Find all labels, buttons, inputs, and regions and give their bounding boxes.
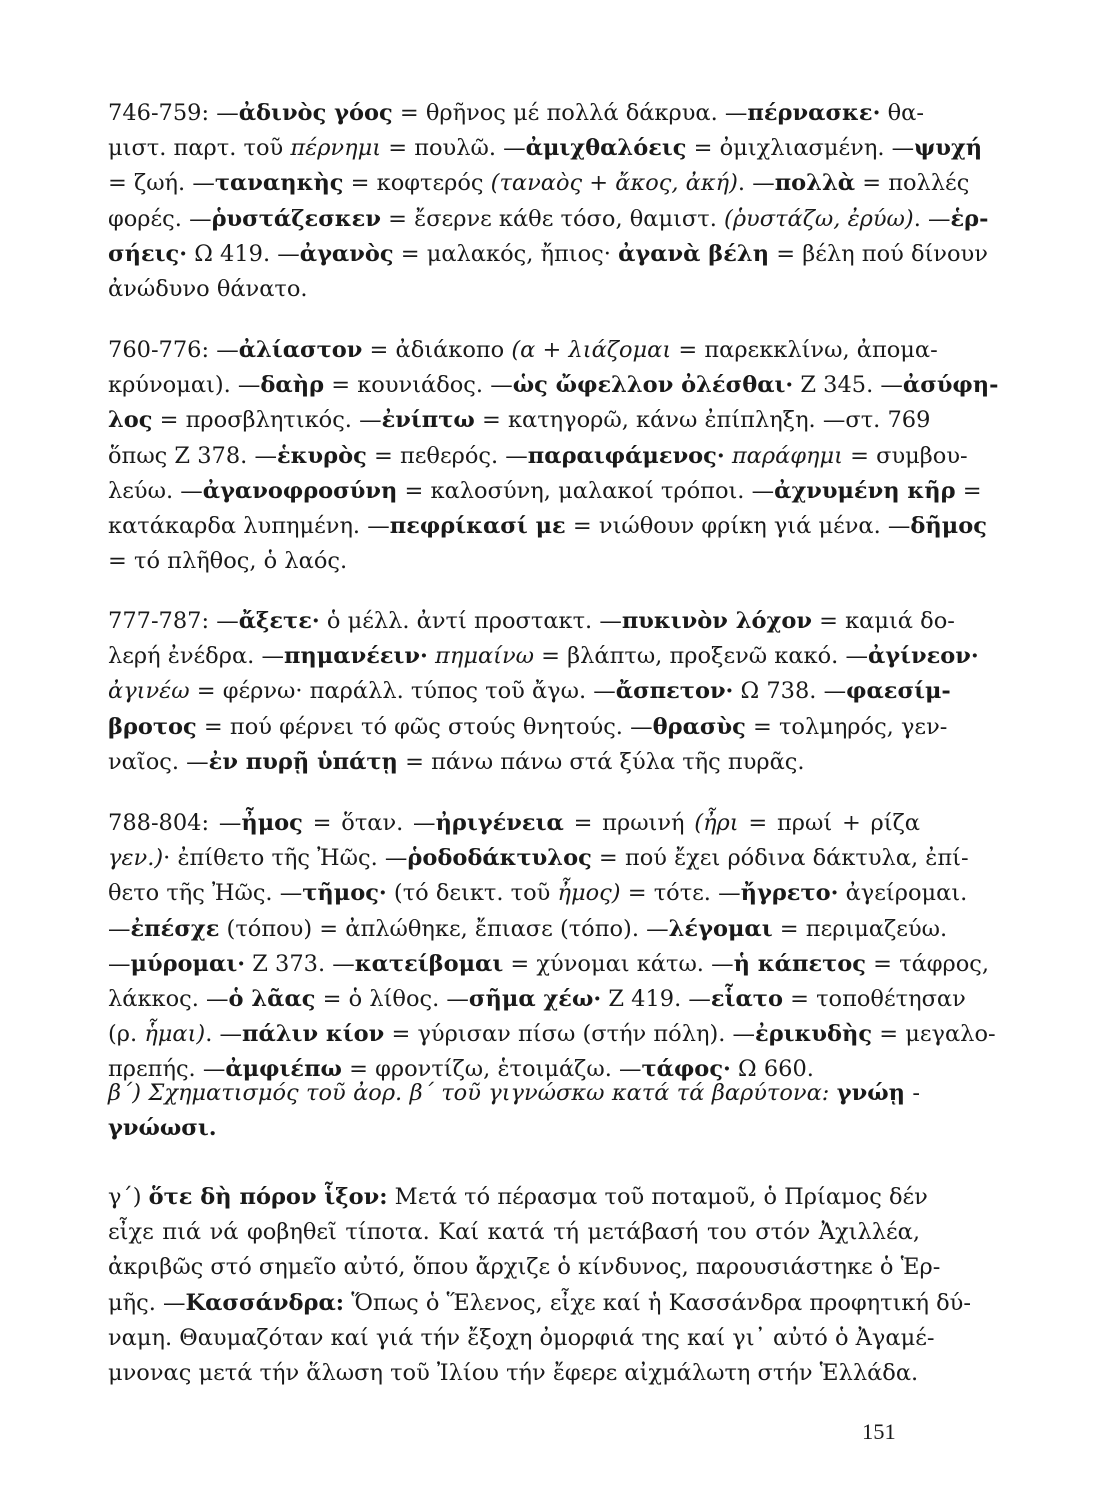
commentary-paragraph-746-759: 746-759: —ἀδινὸς γόος = θρῆνος μέ πολλά δάκρυα. —πέρνασκε· θα- μιστ. παρτ. τοῦ πέρνημι = πουλῶ. —ἀμιχθαλόεις = ὀμιχλιασμένη. —ψυχή = ζωή. —ταναηκὴς = κοφτερός (ταναὸς + ἄκος, ἀκή). —πολλὰ = πολλές φορές. —ῥυστάζεσκεν = ἔσερνε κάθε τόσο, θαμιστ. (ῥυστάζω, ἐρύω). —ἑρ- σήεις· Ω 419. —ἀγανὸς = μαλακός, ἤπιος· ἀγανὰ βέλη = βέλη πού δίνουν ἀνώδυνο θάνατο. bbox=[108, 100, 989, 303]
commentary-paragraph-760-776: 760-776: —ἀλίαστον = ἀδιάκοπο (α + λιάζομαι = παρεκκλίνω, ἀπομα- κρύνομαι). —δαὴρ = κουνιάδος. —ὡς ὤφελλον ὀλέσθαι· Ζ 345. —ἀσύφη- λος = προσβλητικός. —ἐνίπτω = κατηγορῶ, κάνω ἐπίπληξη. —στ. 769 ὅπως Ζ 378. —ἑκυρὸς = πεθερός. —παραιφάμενος· παράφημι = συμβου- λεύω. —ἀγανοφροσύνη = καλοσύνη, μαλακοί τρόποι. —ἀχνυμένη κῆρ = κατάκαρδα λυπημένη. —πεφρίκασί με = νιώθουν φρίκη γιά μένα. —δῆμος = τό πλῆθος, ὁ λαός. bbox=[108, 337, 999, 575]
commentary-paragraph-788-804: 788-804: —ἦμος = ὅταν. —ἠριγένεια = πρωινή (ἦρι = πρωί + ρίζα γεν.)· ἐπίθετο τῆς Ἠῶς. —ῥοδοδάκτυλος = πού ἔχει ρόδινα δάκτυλα, ἐπί- θετο τῆς Ἠῶς. —τῆμος· (τό δεικτ. τοῦ ἦμος) = τότε. —ἤγρετο· ἀγείρομαι. —ἐπέσχε (τόπου) = ἀπλώθηκε, ἔπιασε (τόπο). —λέγομαι = περιμαζεύω. —μύρομαι· Ζ 373. —κατείβομαι = χύνομαι κάτω. —ἡ κάπετος = τάφρος, λάκκος. —ὁ λᾶας = ὁ λίθος. —σῆμα χέω· Ζ 419. —εἷατο = τοποθέτησαν (ρ. ἧμαι). —πάλιν κίον = γύρισαν πίσω (στήν πόλη). —ἐρικυδὴς = μεγαλο- πρεπής. —ἀμφιέπω = φροντίζω, ἑτοιμάζω. —τάφος· Ω 660. bbox=[108, 810, 996, 1083]
note-beta-paragraph: β΄) Σχηματισμός τοῦ ἀορ. β΄ τοῦ γιγνώσκω κατά τά βαρύτονα: γνώῃ - γνώωσι. bbox=[108, 1080, 920, 1142]
commentary-paragraph-777-787: 777-787: —ἄξετε· ὁ μέλλ. ἀντί προστακτ. —πυκινὸν λόχον = καμιά δο- λερή ἐνέδρα. —πημανέειν· πημαίνω = βλάπτω, προξενῶ κακό. —ἀγίνεον· ἀγινέω = φέρνω· παράλλ. τύπος τοῦ ἄγω. —ἄσπετον· Ω 738. —φαεσίμ- βροτος = πού φέρνει τό φῶς στούς θνητούς. —θρασὺς = τολμηρός, γεν- ναῖος. —ἐν πυρῇ ὑπάτῃ = πάνω πάνω στά ξύλα τῆς πυρᾶς. bbox=[108, 608, 979, 775]
note-gamma-paragraph: γ΄) ὅτε δὴ πόρον ἷξον: Μετά τό πέρασμα τοῦ ποταμοῦ, ὁ Πρίαμος δέν εἶχε πιά νά φοβηθεῖ τίποτα. Καί κατά τή μετάβασή του στόν Ἀχιλλέα, ἀκριβῶς στό σημεῖο αὐτό, ὅπου ἄρχιζε ὁ κίνδυνος, παρουσιάστηκε ὁ Ἑρ- μῆς. —Κασσάνδρα: Ὅπως ὁ Ἕλενος, εἶχε καί ἡ Κασσάνδρα προφητική δύ- ναμη. Θαυμαζόταν καί γιά τήν ἔξοχη ὀμορφιά της καί γι᾽ αὐτό ὁ Ἀγαμέ- μνονας μετά τήν ἅλωση τοῦ Ἰλίου τήν ἔφερε αἰχμάλωτη στήν Ἑλλάδα. bbox=[108, 1184, 971, 1387]
page-number: 151 bbox=[862, 1419, 896, 1444]
